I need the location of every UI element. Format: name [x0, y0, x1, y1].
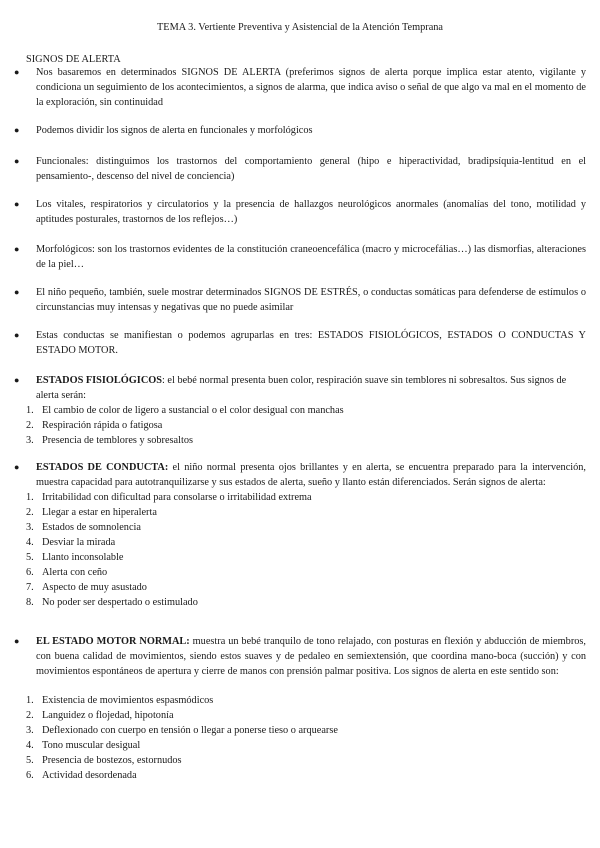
list-number: 1. — [26, 492, 34, 503]
bullet-icon: ● — [14, 287, 20, 297]
list-text: Aspecto de muy asustado — [42, 582, 147, 593]
list-text: Languidez o flojedad, hipotonía — [42, 710, 174, 721]
bullet-icon: ● — [14, 330, 20, 340]
list-item — [14, 565, 586, 580]
list-text: Alerta con ceño — [42, 567, 108, 578]
list-text: Llegar a estar en hiperalerta — [42, 507, 157, 518]
list-number: 8. — [26, 597, 34, 608]
list-number: 5. — [26, 755, 34, 766]
list-text: Respiración rápida o fatigosa — [42, 420, 163, 431]
bullet-icon: ● — [14, 375, 20, 385]
conducta-paragraph — [36, 460, 586, 490]
fisiologicos-list — [14, 403, 586, 448]
list-item — [14, 490, 586, 505]
list-number: 2. — [26, 507, 34, 518]
list-item — [14, 708, 586, 723]
bullet-icon: ● — [14, 199, 20, 209]
list-number: 4. — [26, 537, 34, 548]
list-text: No poder ser despertado o estimulado — [42, 597, 198, 608]
list-item — [14, 505, 586, 520]
list-item — [14, 768, 586, 783]
list-number: 3. — [26, 522, 34, 533]
bullet-text: El niño pequeño, también, suele mostrar determinados SIGNOS DE ESTRÉS, o conductas somáticas para defenderse de estímulos o circunstancias muy intensas y negativas que no puede asimilar — [36, 287, 586, 313]
bullet-text: Nos basaremos en determinados SIGNOS DE ALERTA (preferimos signos de alerta porque implica estar atento, vigilante y condiciona un seguimiento de los acontecimientos, a signos de alarma, que indica aviso o señal de que algo va mal en el momento de la exploración, sin continuidad — [36, 67, 586, 108]
bullet-item — [14, 285, 586, 315]
motor-paragraph — [36, 634, 586, 679]
bullet-item — [14, 328, 586, 358]
document-title: TEMA 3. Vertiente Preventiva y Asistencial de la Atención Temprana — [157, 22, 443, 33]
list-number: 6. — [26, 770, 34, 781]
bullet-item — [14, 197, 586, 227]
conducta-heading: ESTADOS DE CONDUCTA: — [36, 462, 169, 473]
list-text: Llanto inconsolable — [42, 552, 124, 563]
fisiologicos-heading: ESTADOS FISIOLÓGICOS — [36, 375, 162, 386]
list-item — [14, 753, 586, 768]
bullet-text: Funcionales: distinguimos los trastornos del comportamiento general (hipo e hiperactividad, bradipsíquia-lentitud en el pensamiento-, descenso del nivel de conciencia) — [36, 156, 586, 182]
list-item — [14, 403, 586, 418]
bullet-text: Estas conductas se manifiestan o podemos agruparlas en tres: ESTADOS FISIOLÓGICOS, ESTADOS O CONDUCTAS Y ESTADO MOTOR. — [36, 330, 586, 356]
list-text: Desviar la mirada — [42, 537, 116, 548]
conducta-list — [14, 490, 586, 610]
fisiologicos-text: : el bebé normal presenta buen color, respiración suave sin temblores ni sobresaltos. Sus signos de alerta serán: — [36, 375, 567, 401]
bullet-icon: ● — [14, 462, 20, 472]
conducta-text: el niño normal presenta ojos brillantes y en alerta, se encuentra preparado para la intervención, muestra capacidad para autotranquilizarse y sus estados de alerta, sueño y llanto están diferenciados. Serán signos de alerta: — [36, 462, 586, 488]
list-number: 7. — [26, 582, 34, 593]
list-item — [14, 595, 586, 610]
list-number: 1. — [26, 695, 34, 706]
bullet-item — [14, 242, 586, 272]
list-number: 5. — [26, 552, 34, 563]
list-item — [14, 723, 586, 738]
conducta-section — [14, 460, 586, 610]
list-number: 2. — [26, 710, 34, 721]
bullet-text: Morfológicos: son los trastornos evidentes de la constitución craneoencefálica (macro y microcefálias…) las dismorfias, alteraciones de la piel… — [36, 244, 586, 270]
list-item — [14, 418, 586, 433]
list-text: Existencia de movimientos espasmódicos — [42, 695, 214, 706]
fisiologicos-section — [14, 373, 586, 448]
list-text: Actividad desordenada — [42, 770, 137, 781]
bullet-item — [14, 123, 586, 138]
list-text: Deflexionado con cuerpo en tensión o llegar a ponerse tieso o arquearse — [42, 725, 338, 736]
list-item — [14, 535, 586, 550]
list-item — [14, 520, 586, 535]
motor-text: muestra un bebé tranquilo de tono relajado, con posturas en flexión y abducción de miembros, con buena calidad de movimientos, siendo estos suaves y de pedaleo en semiextensión, que coordina mano-boca (succión) y con movimientos espontáneos de apertura y cierre de manos con prensión palmar positiva. Los signos de alerta en este sentido son: — [36, 636, 586, 677]
bullet-text: Podemos dividir los signos de alerta en funcionales y morfológicos — [36, 125, 313, 136]
bullet-text: Los vitales, respiratorios y circulatorios y la presencia de hallazgos neurológicos anormales (anomalías del tono, motilidad y aptitudes posturales, trastornos de los reflejos…) — [36, 199, 586, 225]
list-text: Tono muscular desigual — [42, 740, 141, 751]
bullet-icon: ● — [14, 67, 20, 77]
list-text: Presencia de bostezos, estornudos — [42, 755, 182, 766]
bullet-icon: ● — [14, 156, 20, 166]
list-item — [14, 550, 586, 565]
motor-section — [14, 634, 586, 783]
list-number: 4. — [26, 740, 34, 751]
list-text: Presencia de temblores y sobresaltos — [42, 435, 193, 446]
fisiologicos-paragraph — [36, 373, 586, 403]
bullet-item — [14, 154, 586, 184]
bullet-icon: ● — [14, 636, 20, 646]
list-text: Estados de somnolencia — [42, 522, 141, 533]
bullet-item — [14, 65, 586, 110]
bullet-icon: ● — [14, 244, 20, 254]
list-item — [14, 433, 586, 448]
list-item — [14, 693, 586, 708]
list-number: 3. — [26, 725, 34, 736]
motor-heading: EL ESTADO MOTOR NORMAL: — [36, 636, 190, 647]
list-number: 1. — [26, 405, 34, 416]
list-item — [14, 580, 586, 595]
section-heading: SIGNOS DE ALERTA — [26, 54, 121, 65]
list-text: El cambio de color de ligero a sustancial o el color desigual con manchas — [42, 405, 344, 416]
list-text: Irritabilidad con dificultad para consolarse o irritabilidad extrema — [42, 492, 312, 503]
bullet-icon: ● — [14, 125, 20, 135]
list-number: 2. — [26, 420, 34, 431]
motor-list — [14, 693, 586, 783]
list-number: 3. — [26, 435, 34, 446]
list-number: 6. — [26, 567, 34, 578]
list-item — [14, 738, 586, 753]
